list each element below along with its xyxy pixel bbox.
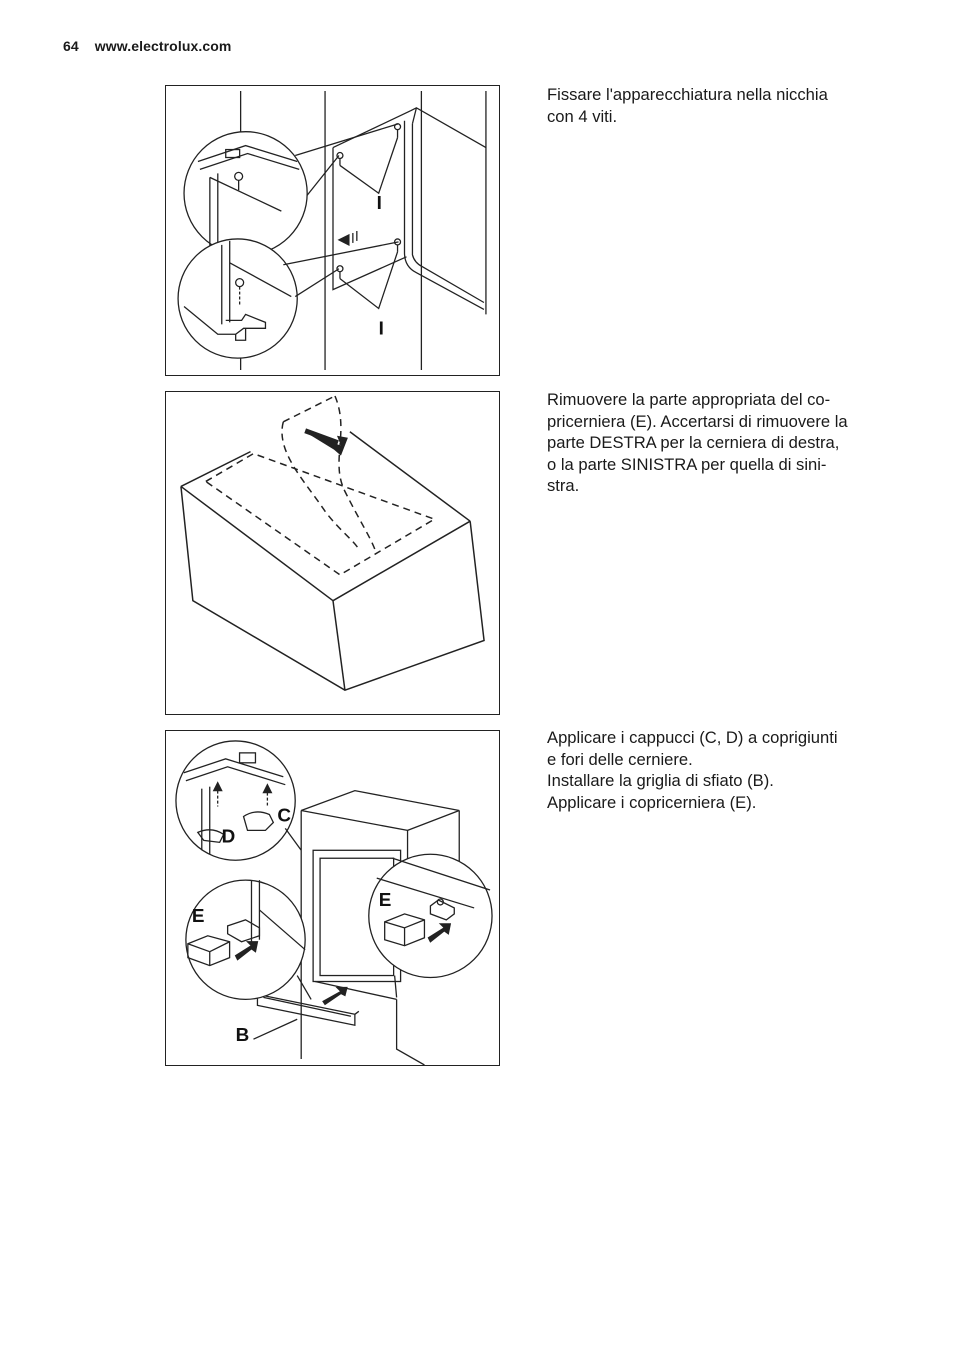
label-e-left: E xyxy=(191,905,205,927)
screw-icon xyxy=(337,266,343,279)
screw-fixing-illustration xyxy=(166,86,499,375)
screw-icon xyxy=(395,239,401,252)
website-url: www.electrolux.com xyxy=(94,38,232,54)
hinge-cover-illustration xyxy=(166,392,499,714)
label-b: B xyxy=(235,1025,250,1047)
label-d: D xyxy=(221,826,236,848)
screw-icon xyxy=(337,153,343,166)
screw-icon xyxy=(395,124,401,138)
figure-screw-fixing xyxy=(165,85,500,376)
page-number: 64 xyxy=(63,38,79,54)
figure-caps-grille xyxy=(165,730,500,1066)
step-1-text: Fissare l'apparecchiatura nella nicchia con 4 viti. xyxy=(547,85,828,126)
label-screw-top: I xyxy=(376,192,382,214)
page-header xyxy=(63,38,231,54)
step-2-text: Rimuovere la parte appropriata del co- pricerniera (E). Accertarsi di rimuovere la parte DESTRA per la cerniera di destra, o la parte SINISTRA per quella di sini- stra. xyxy=(547,390,848,495)
caps-grille-illustration xyxy=(166,731,499,1065)
arrow-icon xyxy=(323,987,347,1004)
figure-hinge-cover xyxy=(165,391,500,715)
label-e-right: E xyxy=(378,889,392,911)
vent-grille xyxy=(257,991,358,1025)
label-c: C xyxy=(277,805,291,827)
label-screw-bottom: I xyxy=(378,317,384,339)
step-3-text: Applicare i cappucci (C, D) a coprigiunti e fori delle cerniere. Installare la griglia di sfiato (B). Applicare i copricerniera (E). xyxy=(547,728,838,812)
